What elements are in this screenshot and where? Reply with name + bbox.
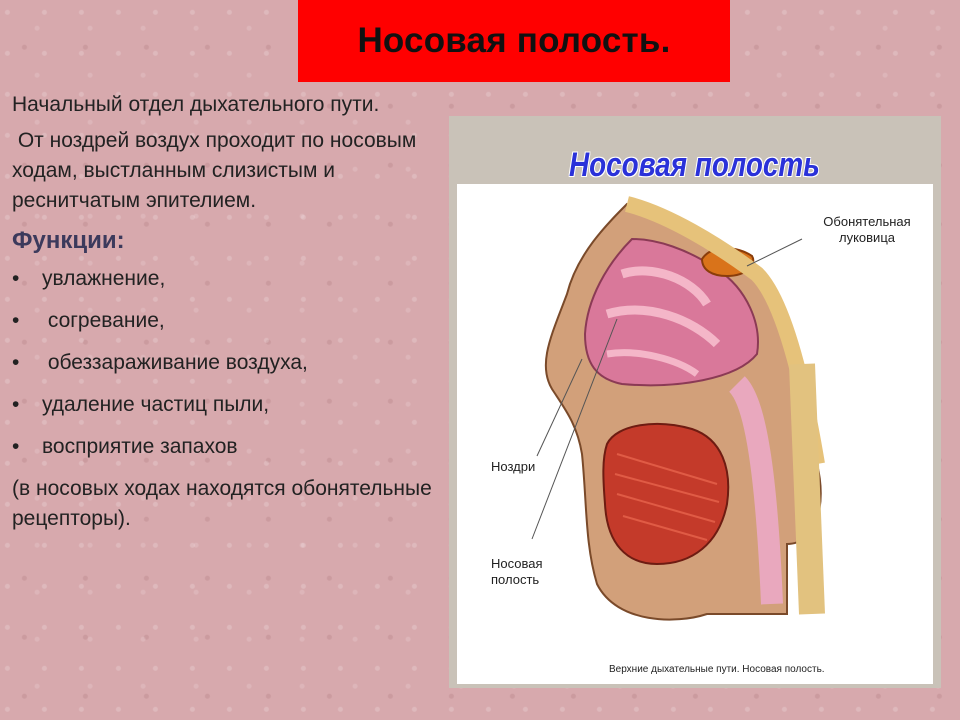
figure-title: Носовая полость	[569, 146, 820, 184]
intro-text-2: От ноздрей воздух проходит по носовым ходам, выстланным слизистым и реснитчатым эпителием.	[12, 129, 423, 212]
figure-canvas	[457, 184, 933, 684]
list-item: • согревание,	[12, 306, 432, 336]
functions-list	[12, 264, 432, 462]
list-item: • увлажнение,	[12, 264, 432, 294]
tongue	[603, 424, 728, 564]
nasal-cavity-illustration	[457, 184, 933, 684]
label-olfactory-bulb	[807, 214, 927, 246]
label-nostrils: Ноздри	[491, 459, 536, 474]
figure-caption: Верхние дыхательные пути. Носовая полость.	[609, 664, 825, 675]
slide-title: Носовая полость.	[357, 21, 671, 60]
note-text: (в носовых ходах находятся обонятельные рецепторы).	[12, 477, 432, 530]
list-item: • восприятие запахов	[12, 432, 432, 462]
list-item: • обеззараживание воздуха,	[12, 348, 432, 378]
functions-heading: Функции:	[12, 227, 125, 254]
anatomy-figure	[449, 116, 941, 688]
title-banner	[298, 0, 730, 82]
list-item: • удаление частиц пыли,	[12, 390, 432, 420]
spine	[802, 364, 812, 614]
label-nasal-cavity: Носовая полость	[491, 556, 543, 587]
intro-text-1: Начальный отдел дыхательного пути.	[12, 93, 380, 116]
label-olfactory-bulb-text: Обонятельная луковица	[823, 214, 911, 245]
text-column	[12, 90, 432, 540]
